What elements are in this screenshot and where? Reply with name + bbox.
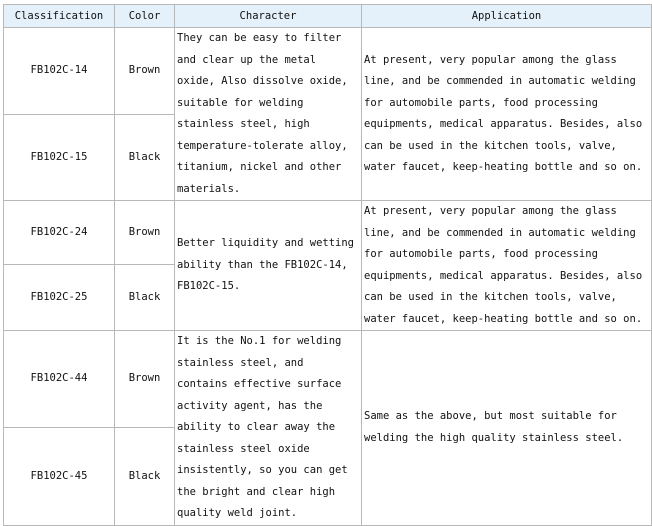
application-cell: At present, very popular among the glass line, and be commended in automatic welding for automobile parts, food processing equipments, medical apparatus. Besides, also can be used in the kitchen tools, valve, water faucet, keep-heating bottle and so on. — [362, 28, 651, 200]
header-character: Character — [175, 5, 361, 27]
color-cell: Brown — [115, 331, 174, 427]
header-color: Color — [115, 5, 174, 27]
color-cell: Black — [115, 115, 174, 201]
classification-cell: FB102C-24 — [4, 201, 114, 264]
character-cell: It is the No.1 for welding stainless steel, and contains effective surface activity agent, has the ability to clear away the stainless steel oxide insistently, so you can get the bright and clear high quality weld joint. — [175, 331, 361, 525]
classification-cell: FB102C-45 — [4, 428, 114, 524]
classification-cell: FB102C-15 — [4, 115, 114, 201]
table-row — [4, 28, 651, 114]
color-cell: Black — [115, 265, 174, 330]
classification-cell: FB102C-44 — [4, 331, 114, 427]
application-cell: Same as the above, but most suitable for welding the high quality stainless steel. — [362, 331, 651, 525]
character-cell: They can be easy to filter and clear up the metal oxide, Also dissolve oxide, suitable for welding stainless steel, high temperature-tolerate alloy, titanium, nickel and other materials. — [175, 28, 361, 200]
color-cell: Black — [115, 428, 174, 524]
header-classification: Classification — [4, 5, 114, 27]
table-row — [4, 201, 651, 264]
color-cell: Brown — [115, 28, 174, 114]
table-row — [4, 331, 651, 427]
color-cell: Brown — [115, 201, 174, 264]
product-table-container — [3, 4, 652, 526]
flux-product-table — [3, 4, 652, 526]
character-cell: Better liquidity and wetting ability than the FB102C-14, FB102C-15. — [175, 201, 361, 330]
classification-cell: FB102C-14 — [4, 28, 114, 114]
classification-cell: FB102C-25 — [4, 265, 114, 330]
table-header-row — [4, 5, 651, 27]
header-application: Application — [362, 5, 651, 27]
application-cell: At present, very popular among the glass line, and be commended in automatic welding for automobile parts, food processing equipments, medical apparatus. Besides, also can be used in the kitchen tools, valve, water faucet, keep-heating bottle and so on. — [362, 201, 651, 330]
